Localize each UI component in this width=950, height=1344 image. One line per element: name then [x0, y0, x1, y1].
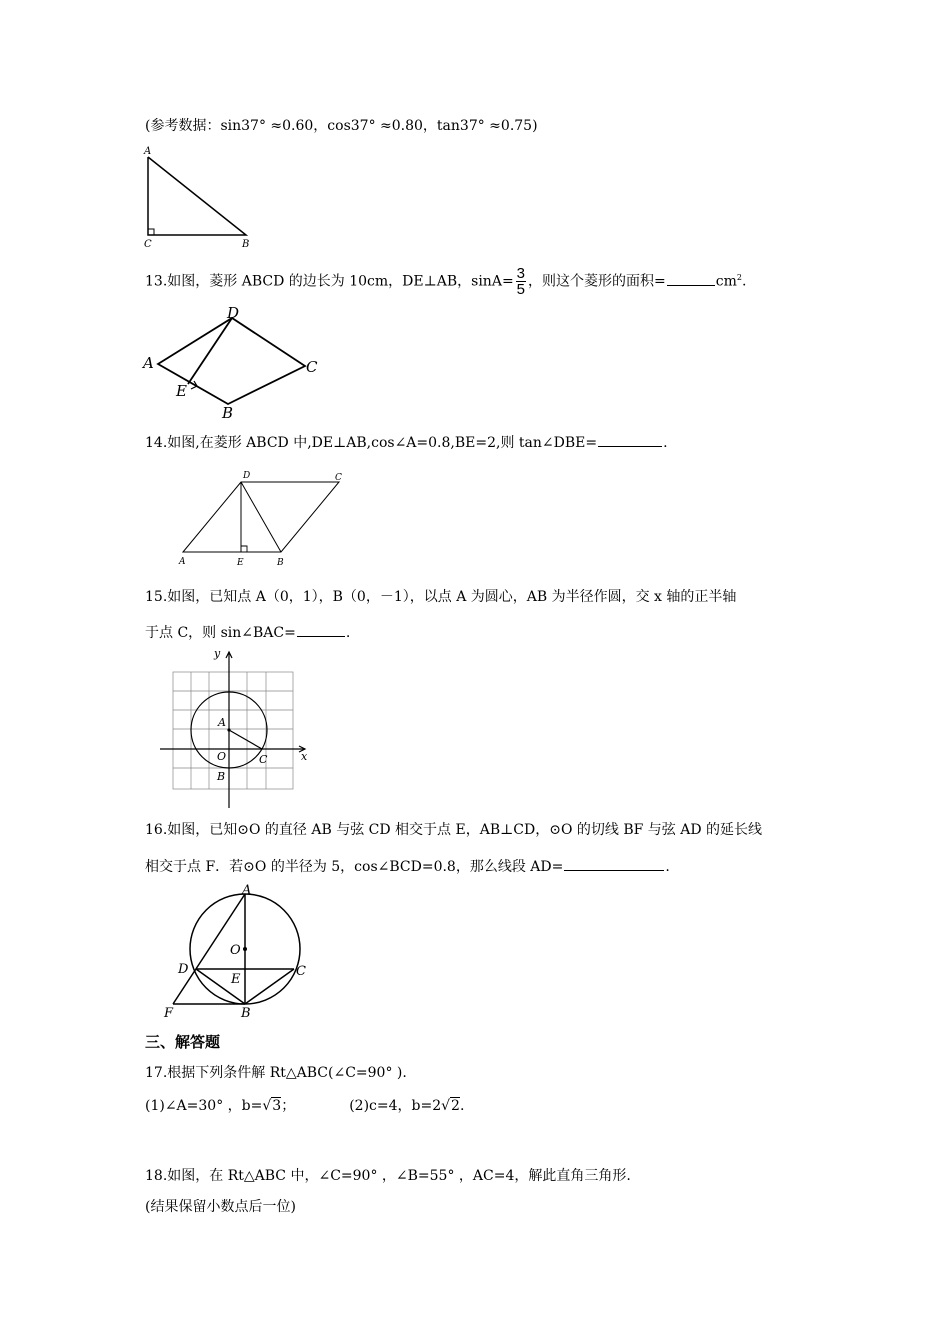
- question-13: [145, 266, 746, 297]
- reference-data: (参考数据：sin37° ≈0.60，cos37° ≈0.80，tan37° ≈0.75): [145, 118, 538, 134]
- q17-part1-prefix: (1)∠A=30° ，b=: [145, 1098, 263, 1114]
- q13-unit-sup: 2: [736, 272, 742, 282]
- label-c: C: [335, 473, 342, 483]
- triangle-abc: [148, 157, 246, 235]
- label-c: C: [306, 358, 318, 376]
- segment-db: [241, 482, 281, 552]
- q13-numerator: 3: [516, 265, 526, 282]
- segment-de: [188, 318, 232, 384]
- q13-end: .: [741, 273, 747, 290]
- q15-end: .: [345, 625, 351, 641]
- question-17-line-1: 17.根据下列条件解 Rt△ABC(∠C=90° ).: [145, 1065, 407, 1081]
- label-e: E: [237, 558, 244, 568]
- question-14: [145, 432, 668, 453]
- question-15-line-1: 15.如图，已知点 A（0，1），B（0，－1），以点 A 为圆心，AB 为半径作圆，交 x 轴的正半轴: [145, 589, 737, 605]
- rhombus-figure-13: [140, 302, 320, 422]
- segment-ac: [229, 730, 262, 749]
- label-c: C: [296, 964, 306, 979]
- point-a: [227, 728, 230, 731]
- label-c: C: [259, 753, 268, 766]
- q15-answer-blank[interactable]: [297, 622, 345, 637]
- label-a: A: [143, 354, 154, 372]
- label-b: B: [277, 558, 284, 568]
- q14-prefix: 14.如图,在菱形 ABCD 中,DE⊥AB,cos∠A=0.8,BE=2,则 tan∠DBE=: [145, 435, 598, 451]
- question-15-line-2: [145, 622, 350, 643]
- label-f: F: [164, 1006, 174, 1020]
- q17-part1-sqrt: √3: [262, 1098, 282, 1114]
- circle-chord-figure: [163, 880, 313, 1020]
- q17-part1-radicand: 3: [272, 1098, 282, 1114]
- rhombus-figure-14: [175, 468, 355, 570]
- question-16-line-1: 16.如图，已知⊙O 的直径 AB 与弦 CD 相交于点 E，AB⊥CD，⊙O 的切线 BF 与弦 AD 的延长线: [145, 822, 763, 838]
- right-triangle-figure: [138, 143, 258, 251]
- q16-end: .: [665, 859, 670, 875]
- question-18-line-2: (结果保留小数点后一位): [145, 1199, 296, 1215]
- label-d: D: [243, 471, 251, 481]
- q13-mid: ，则这个菱形的面积=: [528, 273, 666, 290]
- q13-prefix: 13.如图，菱形 ABCD 的边长为 10cm，DE⊥AB，sinA=: [145, 273, 514, 290]
- right-angle-mark: [148, 229, 154, 235]
- right-angle-mark-e: [241, 546, 247, 552]
- label-o: O: [217, 750, 227, 763]
- q13-answer-blank[interactable]: [667, 271, 715, 286]
- q17-part1-end: ；: [281, 1098, 296, 1114]
- question-17-parts: [145, 1096, 464, 1116]
- label-c: C: [144, 239, 152, 250]
- label-a: A: [179, 557, 186, 567]
- q17-part2-prefix: (2)c=4，b=2: [349, 1098, 442, 1114]
- q13-fraction: [516, 266, 526, 297]
- section-3-heading: 三、解答题: [145, 1033, 221, 1051]
- label-a: A: [242, 883, 252, 898]
- question-18-line-1: 18.如图，在 Rt△ABC 中，∠C=90° ，∠B=55° ，AC=4，解此直角三角形.: [145, 1168, 631, 1184]
- label-o: O: [230, 943, 241, 958]
- q15-prefix: 于点 C，则 sin∠BAC=: [145, 625, 296, 641]
- label-d: D: [178, 962, 189, 977]
- question-16-line-2: [145, 856, 670, 877]
- q17-part2-end: .: [459, 1098, 465, 1114]
- label-b: B: [242, 239, 250, 250]
- label-b: B: [241, 1006, 251, 1020]
- q13-unit: cm: [715, 273, 737, 290]
- label-e: E: [231, 972, 241, 987]
- q14-answer-blank[interactable]: [598, 432, 662, 447]
- label-b: B: [222, 404, 234, 422]
- label-a: A: [218, 716, 226, 729]
- q17-part2-radicand: 2: [451, 1098, 460, 1114]
- label-e: E: [176, 382, 187, 400]
- label-d: D: [227, 304, 240, 322]
- coordinate-grid-figure: [155, 646, 315, 810]
- label-b: B: [217, 770, 226, 783]
- q13-denominator: 5: [516, 281, 526, 298]
- q16-answer-blank[interactable]: [564, 856, 664, 871]
- center-o: [243, 947, 247, 951]
- q14-end: .: [663, 435, 668, 451]
- label-a: A: [144, 146, 152, 157]
- q17-part2-sqrt: √2: [441, 1098, 460, 1114]
- q16-prefix: 相交于点 F．若⊙O 的半径为 5，cos∠BCD=0.8，那么线段 AD=: [145, 859, 564, 875]
- label-x: x: [301, 750, 308, 763]
- label-y: y: [214, 647, 221, 660]
